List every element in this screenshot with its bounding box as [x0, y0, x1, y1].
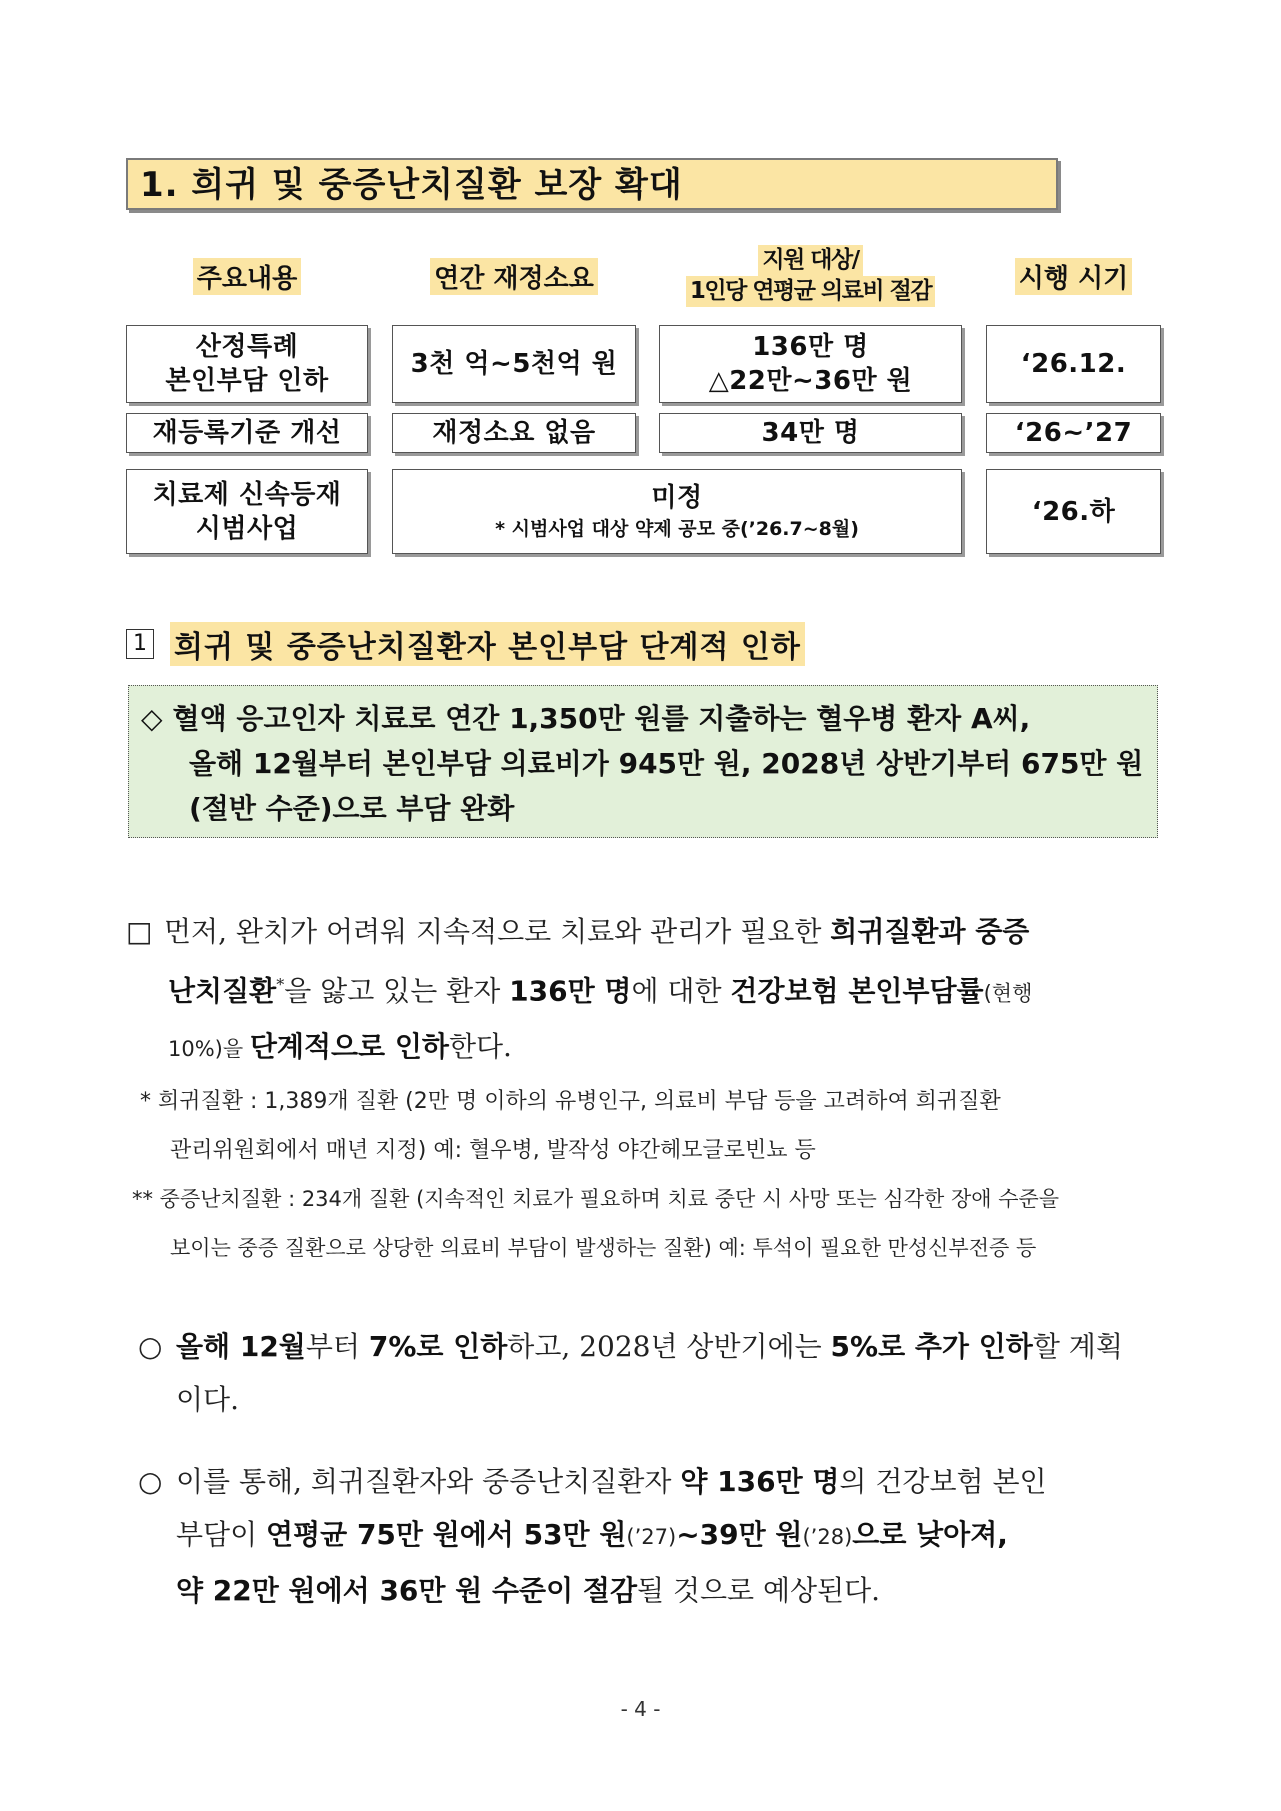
row1-budget: [392, 325, 636, 403]
subsection-heading: [126, 622, 805, 666]
row3-timing: [986, 469, 1161, 554]
para2-text: 부터: [305, 1330, 369, 1363]
para3-line2: [138, 1508, 1047, 1564]
para2-line1: [138, 1320, 1123, 1373]
circle-bullet-icon: ○: [138, 1330, 163, 1363]
header-timing: [986, 245, 1161, 307]
row1-content-line2: 본인부담 인하: [165, 366, 329, 396]
row2-target: [659, 413, 962, 453]
callout-line3: (절반 수준)으로 부담 완화: [189, 792, 515, 825]
para3-text: 이를 통해, 희귀질환자와 중증난치질환자: [176, 1465, 681, 1498]
para1-text: 을 앓고 있는 환자: [284, 974, 510, 1008]
footnote-1-line1: * 희귀질환 : 1,389개 질환 (2만 명 이하의 유병인구, 의료비 부담 등을 고려하여 희귀질환: [140, 1089, 1001, 1114]
row1-target-line2: △22만~36만 원: [708, 366, 913, 396]
footnote-2-line2: 보이는 중증 질환으로 상당한 의료비 부담이 발생하는 질환) 예: 투석이 필요한 만성신부전증 등: [170, 1236, 1037, 1260]
summary-table-header: [126, 245, 1161, 307]
row3-content-line2: 시범사업: [195, 513, 299, 544]
para1-line3: [126, 1020, 1032, 1076]
header-content: [126, 245, 368, 307]
row1-budget-value: 3천 억~5천억 원: [410, 349, 618, 379]
para3-text: 부담이: [176, 1518, 267, 1551]
para2-text: 하고, 2028년 상반기에는: [507, 1330, 831, 1363]
header-target-line1: 지원 대상/: [758, 245, 862, 276]
para2-line2: 이다.: [176, 1383, 239, 1416]
row3-merged-note: * 시범사업 대상 약제 공모 중(’26.7~8월): [495, 517, 859, 540]
row2-budget-value: 재정소요 없음: [432, 418, 596, 448]
para3-small: (’28): [802, 1525, 853, 1549]
section-title: 1. 희귀 및 중증난치질환 보장 확대: [126, 158, 1058, 210]
para1-bold: 단계적으로 인하: [249, 1030, 449, 1064]
para1-line1: [126, 905, 1032, 958]
paragraph-1: [126, 905, 1032, 1076]
square-bullet-icon: □: [126, 915, 153, 948]
row3-content-line1: 치료제 신속등재: [152, 479, 342, 510]
subsection-title: 희귀 및 중증난치질환자 본인부담 단계적 인하: [170, 622, 805, 666]
row3-content: [126, 469, 368, 554]
footnote-marker: *: [276, 975, 285, 994]
para1-bold: 희귀질환과 중증: [830, 915, 1030, 948]
para1-small: 10%)을: [168, 1037, 250, 1062]
subsection-number: 1: [126, 629, 154, 659]
header-content-label: 주요내용: [193, 258, 301, 295]
header-budget: [392, 245, 636, 307]
row3-timing-value: ‘26.하: [1031, 496, 1116, 527]
header-target: [659, 245, 962, 307]
para3-small: (’27): [626, 1525, 677, 1549]
row1-content: [126, 325, 368, 403]
highlight-callout: [128, 685, 1158, 838]
page-number: - 4 -: [620, 1697, 661, 1721]
para1-text: 한다.: [448, 1030, 512, 1064]
para3-bold: 연평균 75만 원에서 53만 원: [266, 1518, 627, 1551]
row3-merged-value: 미정: [651, 482, 703, 513]
para2-bold: 5%로 추가 인하: [830, 1330, 1033, 1363]
row2-timing: [986, 413, 1161, 453]
paragraph-3: [138, 1455, 1047, 1617]
table-row: [126, 325, 1161, 403]
para3-bold: ~39만 원: [676, 1518, 803, 1551]
para1-line2: [126, 958, 1032, 1020]
table-row: [126, 469, 1161, 554]
row2-target-value: 34만 명: [761, 418, 860, 448]
para3-line3: [138, 1564, 1047, 1617]
para2-bold: 7%로 인하: [368, 1330, 508, 1363]
row1-timing: [986, 325, 1161, 403]
para1-text: 먼저, 완치가 어려워 지속적으로 치료와 관리가 필요한: [164, 915, 831, 948]
row2-content-line1: 재등록기준 개선: [152, 418, 342, 448]
para1-bold: 건강보험 본인부담률: [730, 974, 984, 1008]
row2-budget: [392, 413, 636, 453]
para1-bold: 난치질환: [168, 974, 277, 1008]
para3-bold: 약 136만 명: [680, 1465, 840, 1498]
row1-target: [659, 325, 962, 403]
footnote-1-line2: 관리위원회에서 매년 지정) 예: 혈우병, 발작성 야간헤모글로빈뇨 등: [170, 1138, 816, 1163]
para2-text: 할 계획: [1032, 1330, 1123, 1363]
footnote-2-line1: ** 중증난치질환 : 234개 질환 (지속적인 치료가 필요하며 치료 중단 시 사망 또는 심각한 장애 수준을: [132, 1187, 1060, 1211]
footnotes: [132, 1077, 1060, 1273]
row3-merged: [392, 469, 962, 554]
para1-bold: 136만 명: [509, 974, 632, 1008]
header-timing-label: 시행 시기: [1015, 258, 1133, 295]
diamond-icon: ◇: [141, 702, 163, 735]
header-budget-label: 연간 재정소요: [430, 258, 598, 295]
callout-text1: 혈액 응고인자 치료로 연간 1,350만 원를 지출하는 혈우병 환자 A씨,: [172, 702, 1031, 735]
paragraph-2: [138, 1320, 1123, 1426]
table-row: [126, 413, 1161, 453]
row1-target-line1: 136만 명: [752, 332, 869, 362]
para1-small: (현행: [983, 981, 1033, 1006]
para3-text: 될 것으로 예상된다.: [637, 1574, 881, 1607]
para1-text: 에 대한: [631, 974, 731, 1008]
para3-bold: 으로 낮아져,: [852, 1518, 1008, 1551]
row1-content-line1: 산정특례: [195, 332, 299, 362]
para3-bold: 약 22만 원에서 36만 원 수준이 절감: [176, 1574, 637, 1607]
row2-content: [126, 413, 368, 453]
para3-text: 의 건강보험 본인: [839, 1465, 1047, 1498]
circle-bullet-icon: ○: [138, 1465, 163, 1498]
callout-line1: [141, 696, 1141, 741]
para2-bold: 올해 12월: [176, 1330, 306, 1363]
row2-timing-value: ‘26~’27: [1014, 418, 1133, 448]
header-target-line2: 1인당 연평균 의료비 절감: [686, 276, 935, 307]
callout-line2: 올해 12월부터 본인부담 의료비가 945만 원, 2028년 상반기부터 675만 원: [189, 747, 1144, 780]
row1-timing-value: ‘26.12.: [1020, 349, 1127, 379]
para3-line1: [138, 1455, 1047, 1508]
